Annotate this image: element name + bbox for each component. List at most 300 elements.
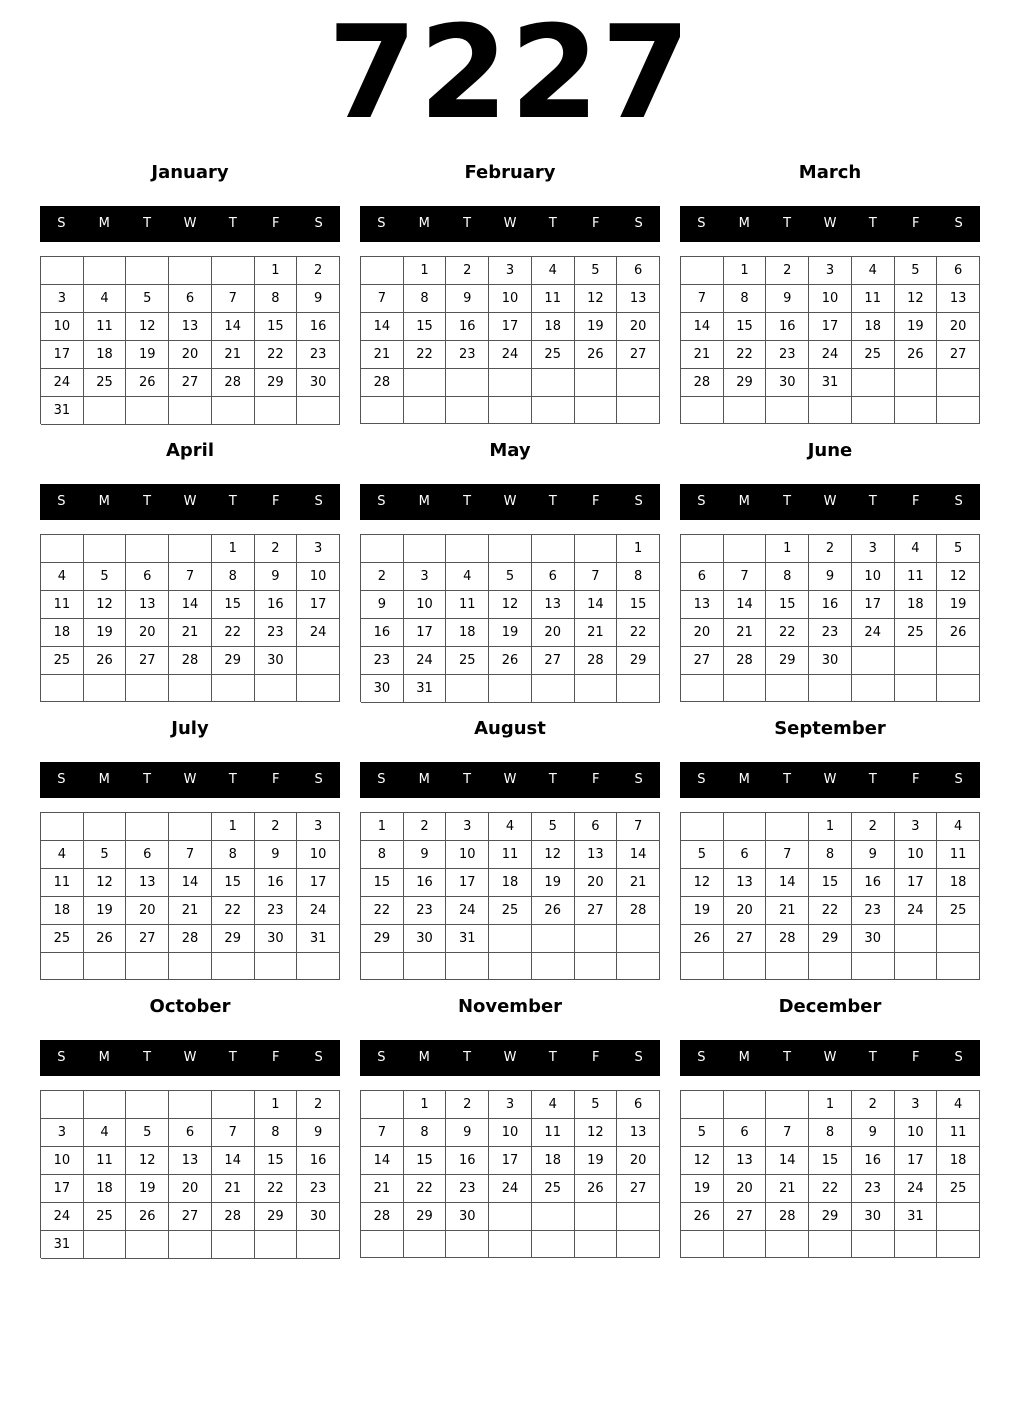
day-cell: 15 bbox=[212, 591, 255, 619]
day-cell: 1 bbox=[404, 1091, 447, 1119]
day-cell: 26 bbox=[84, 925, 127, 953]
day-cell: 6 bbox=[681, 563, 724, 591]
day-cell: 13 bbox=[724, 869, 767, 897]
day-cell: 29 bbox=[809, 925, 852, 953]
year-title: 7227 bbox=[327, 0, 693, 148]
day-cell: 13 bbox=[169, 313, 212, 341]
day-cell: 2 bbox=[446, 257, 489, 285]
empty-day-cell bbox=[446, 397, 489, 424]
empty-day-cell bbox=[255, 953, 298, 980]
day-cell: 5 bbox=[895, 257, 938, 285]
day-cell: 18 bbox=[446, 619, 489, 647]
day-cell: 5 bbox=[681, 841, 724, 869]
day-cell: 6 bbox=[532, 563, 575, 591]
weekday-label: S bbox=[377, 494, 386, 509]
empty-day-cell bbox=[895, 397, 938, 424]
day-cell: 24 bbox=[895, 1175, 938, 1203]
empty-day-cell bbox=[532, 1203, 575, 1231]
day-cell: 19 bbox=[532, 869, 575, 897]
day-cell: 13 bbox=[617, 1119, 660, 1147]
day-cell: 4 bbox=[41, 563, 84, 591]
day-cell: 2 bbox=[809, 535, 852, 563]
day-cell: 7 bbox=[766, 841, 809, 869]
day-cell: 1 bbox=[809, 1091, 852, 1119]
empty-day-cell bbox=[724, 953, 767, 980]
day-cell: 31 bbox=[404, 675, 447, 703]
weekday-label: S bbox=[634, 1050, 643, 1065]
month-name: April bbox=[165, 440, 215, 461]
day-cell: 15 bbox=[617, 591, 660, 619]
weekday-header bbox=[40, 762, 340, 798]
day-cell: 31 bbox=[895, 1203, 938, 1231]
empty-day-cell bbox=[852, 1231, 895, 1258]
day-cell: 4 bbox=[937, 1091, 980, 1119]
empty-day-cell bbox=[724, 397, 767, 424]
weekday-label: W bbox=[503, 216, 517, 231]
empty-day-cell bbox=[852, 397, 895, 424]
weekday-label: M bbox=[418, 772, 430, 787]
day-cell: 31 bbox=[41, 1231, 84, 1259]
weekday-label: S bbox=[634, 772, 643, 787]
weekday-label: F bbox=[911, 494, 920, 509]
month-name: August bbox=[474, 718, 546, 739]
weekday-label: M bbox=[98, 1050, 110, 1065]
empty-day-cell bbox=[297, 397, 340, 425]
day-cell: 17 bbox=[489, 313, 532, 341]
day-cell: 25 bbox=[852, 341, 895, 369]
day-cell: 26 bbox=[681, 925, 724, 953]
weekday-label: T bbox=[463, 494, 472, 509]
day-cell: 2 bbox=[297, 257, 340, 285]
day-cell: 21 bbox=[575, 619, 618, 647]
day-cell: 2 bbox=[297, 1091, 340, 1119]
weekday-label: T bbox=[783, 494, 792, 509]
empty-day-cell bbox=[41, 953, 84, 980]
empty-day-cell bbox=[361, 257, 404, 285]
weekday-label: M bbox=[98, 772, 110, 787]
empty-day-cell bbox=[617, 675, 660, 703]
empty-day-cell bbox=[937, 1231, 980, 1258]
day-cell: 8 bbox=[809, 1119, 852, 1147]
day-cell: 17 bbox=[41, 1175, 84, 1203]
day-cell: 8 bbox=[724, 285, 767, 313]
day-cell: 13 bbox=[575, 841, 618, 869]
empty-day-cell bbox=[212, 675, 255, 702]
day-cell: 20 bbox=[937, 313, 980, 341]
day-cell: 25 bbox=[937, 897, 980, 925]
day-cell: 4 bbox=[446, 563, 489, 591]
weekday-header bbox=[680, 1040, 980, 1076]
day-cell: 29 bbox=[724, 369, 767, 397]
day-cell: 13 bbox=[532, 591, 575, 619]
weekday-label: S bbox=[57, 216, 66, 231]
empty-day-cell bbox=[169, 535, 212, 563]
day-cell: 8 bbox=[255, 1119, 298, 1147]
day-cell: 30 bbox=[404, 925, 447, 953]
empty-day-cell bbox=[404, 397, 447, 424]
day-cell: 15 bbox=[809, 1147, 852, 1175]
empty-day-cell bbox=[404, 535, 447, 563]
empty-day-cell bbox=[297, 675, 340, 702]
day-cell: 12 bbox=[681, 869, 724, 897]
empty-day-cell bbox=[446, 369, 489, 397]
day-cell: 18 bbox=[852, 313, 895, 341]
weekday-label: W bbox=[823, 772, 837, 787]
day-cell: 30 bbox=[852, 1203, 895, 1231]
day-cell: 14 bbox=[575, 591, 618, 619]
day-cell: 15 bbox=[809, 869, 852, 897]
day-cell: 20 bbox=[575, 869, 618, 897]
day-cell: 1 bbox=[809, 813, 852, 841]
month-name: January bbox=[151, 162, 229, 183]
day-cell: 23 bbox=[361, 647, 404, 675]
day-grid bbox=[40, 256, 340, 424]
day-cell: 4 bbox=[84, 285, 127, 313]
day-cell: 16 bbox=[446, 1147, 489, 1175]
day-cell: 16 bbox=[809, 591, 852, 619]
day-cell: 24 bbox=[41, 369, 84, 397]
weekday-label: T bbox=[463, 216, 472, 231]
day-cell: 6 bbox=[169, 285, 212, 313]
day-cell: 14 bbox=[766, 869, 809, 897]
day-cell: 29 bbox=[255, 1203, 298, 1231]
day-cell: 29 bbox=[361, 925, 404, 953]
day-cell: 8 bbox=[212, 841, 255, 869]
day-cell: 8 bbox=[809, 841, 852, 869]
day-cell: 18 bbox=[84, 341, 127, 369]
day-grid bbox=[40, 812, 340, 980]
day-cell: 3 bbox=[489, 1091, 532, 1119]
day-cell: 15 bbox=[724, 313, 767, 341]
empty-day-cell bbox=[126, 397, 169, 425]
day-cell: 29 bbox=[617, 647, 660, 675]
empty-day-cell bbox=[255, 397, 298, 425]
weekday-label: T bbox=[228, 1050, 237, 1065]
weekday-header bbox=[40, 484, 340, 520]
day-cell: 15 bbox=[212, 869, 255, 897]
day-cell: 10 bbox=[489, 285, 532, 313]
weekday-label: S bbox=[314, 1050, 323, 1065]
day-cell: 3 bbox=[489, 257, 532, 285]
day-cell: 27 bbox=[617, 341, 660, 369]
empty-day-cell bbox=[41, 535, 84, 563]
day-cell: 7 bbox=[766, 1119, 809, 1147]
day-cell: 16 bbox=[255, 869, 298, 897]
day-cell: 27 bbox=[724, 925, 767, 953]
day-cell: 24 bbox=[446, 897, 489, 925]
weekday-header bbox=[360, 1040, 660, 1076]
day-cell: 12 bbox=[532, 841, 575, 869]
day-cell: 7 bbox=[212, 1119, 255, 1147]
day-grid bbox=[680, 256, 980, 424]
day-cell: 22 bbox=[255, 1175, 298, 1203]
day-cell: 2 bbox=[766, 257, 809, 285]
day-cell: 6 bbox=[126, 841, 169, 869]
day-cell: 25 bbox=[532, 1175, 575, 1203]
day-cell: 9 bbox=[446, 285, 489, 313]
day-cell: 11 bbox=[937, 841, 980, 869]
day-cell: 30 bbox=[297, 369, 340, 397]
day-cell: 11 bbox=[446, 591, 489, 619]
day-cell: 24 bbox=[404, 647, 447, 675]
day-cell: 25 bbox=[937, 1175, 980, 1203]
day-cell: 11 bbox=[895, 563, 938, 591]
empty-day-cell bbox=[532, 953, 575, 980]
weekday-label: T bbox=[228, 494, 237, 509]
day-cell: 7 bbox=[681, 285, 724, 313]
empty-day-cell bbox=[681, 675, 724, 702]
empty-day-cell bbox=[724, 675, 767, 702]
day-cell: 13 bbox=[126, 869, 169, 897]
empty-day-cell bbox=[766, 813, 809, 841]
day-cell: 20 bbox=[724, 897, 767, 925]
weekday-label: T bbox=[868, 494, 877, 509]
empty-day-cell bbox=[681, 1231, 724, 1258]
day-cell: 20 bbox=[126, 897, 169, 925]
day-cell: 20 bbox=[724, 1175, 767, 1203]
empty-day-cell bbox=[41, 257, 84, 285]
day-cell: 8 bbox=[766, 563, 809, 591]
day-cell: 12 bbox=[575, 285, 618, 313]
weekday-label: M bbox=[738, 494, 750, 509]
empty-day-cell bbox=[575, 953, 618, 980]
day-cell: 24 bbox=[41, 1203, 84, 1231]
weekday-label: S bbox=[634, 216, 643, 231]
empty-day-cell bbox=[212, 953, 255, 980]
day-cell: 27 bbox=[575, 897, 618, 925]
day-cell: 21 bbox=[617, 869, 660, 897]
day-cell: 14 bbox=[766, 1147, 809, 1175]
day-cell: 3 bbox=[404, 563, 447, 591]
weekday-label: S bbox=[377, 1050, 386, 1065]
day-cell: 1 bbox=[404, 257, 447, 285]
day-cell: 25 bbox=[532, 341, 575, 369]
day-cell: 21 bbox=[169, 619, 212, 647]
empty-day-cell bbox=[681, 397, 724, 424]
empty-day-cell bbox=[766, 675, 809, 702]
day-cell: 8 bbox=[361, 841, 404, 869]
day-cell: 24 bbox=[895, 897, 938, 925]
day-cell: 3 bbox=[297, 813, 340, 841]
empty-day-cell bbox=[532, 1231, 575, 1258]
weekday-label: F bbox=[271, 216, 280, 231]
day-cell: 31 bbox=[297, 925, 340, 953]
day-cell: 23 bbox=[446, 341, 489, 369]
day-grid bbox=[40, 534, 340, 702]
weekday-label: S bbox=[314, 494, 323, 509]
day-cell: 16 bbox=[852, 869, 895, 897]
day-cell: 1 bbox=[766, 535, 809, 563]
day-cell: 26 bbox=[126, 369, 169, 397]
day-cell: 11 bbox=[852, 285, 895, 313]
day-cell: 20 bbox=[169, 341, 212, 369]
day-cell: 4 bbox=[532, 257, 575, 285]
day-cell: 1 bbox=[361, 813, 404, 841]
empty-day-cell bbox=[617, 369, 660, 397]
day-cell: 22 bbox=[212, 619, 255, 647]
day-cell: 22 bbox=[404, 1175, 447, 1203]
empty-day-cell bbox=[41, 675, 84, 702]
weekday-label: F bbox=[911, 772, 920, 787]
weekday-label: F bbox=[591, 494, 600, 509]
empty-day-cell bbox=[126, 535, 169, 563]
empty-day-cell bbox=[297, 1231, 340, 1259]
day-cell: 11 bbox=[84, 313, 127, 341]
empty-day-cell bbox=[361, 535, 404, 563]
day-cell: 1 bbox=[617, 535, 660, 563]
day-cell: 26 bbox=[681, 1203, 724, 1231]
day-cell: 25 bbox=[489, 897, 532, 925]
day-cell: 22 bbox=[361, 897, 404, 925]
day-cell: 28 bbox=[361, 369, 404, 397]
day-cell: 14 bbox=[169, 869, 212, 897]
empty-day-cell bbox=[446, 953, 489, 980]
weekday-label: W bbox=[823, 1050, 837, 1065]
empty-day-cell bbox=[895, 1231, 938, 1258]
weekday-label: W bbox=[183, 216, 197, 231]
day-cell: 2 bbox=[404, 813, 447, 841]
day-cell: 11 bbox=[84, 1147, 127, 1175]
empty-day-cell bbox=[809, 953, 852, 980]
day-cell: 4 bbox=[895, 535, 938, 563]
weekday-label: T bbox=[868, 216, 877, 231]
day-cell: 12 bbox=[681, 1147, 724, 1175]
day-cell: 7 bbox=[617, 813, 660, 841]
empty-day-cell bbox=[446, 675, 489, 703]
empty-day-cell bbox=[766, 397, 809, 424]
day-cell: 19 bbox=[575, 1147, 618, 1175]
day-cell: 30 bbox=[255, 647, 298, 675]
weekday-label: S bbox=[634, 494, 643, 509]
day-cell: 14 bbox=[361, 1147, 404, 1175]
day-cell: 9 bbox=[297, 285, 340, 313]
day-cell: 27 bbox=[532, 647, 575, 675]
day-cell: 23 bbox=[297, 341, 340, 369]
month-name: June bbox=[807, 440, 853, 461]
day-cell: 17 bbox=[895, 1147, 938, 1175]
day-cell: 7 bbox=[575, 563, 618, 591]
empty-day-cell bbox=[724, 1231, 767, 1258]
day-cell: 13 bbox=[937, 285, 980, 313]
day-grid bbox=[360, 534, 660, 702]
day-cell: 18 bbox=[937, 869, 980, 897]
day-cell: 4 bbox=[937, 813, 980, 841]
day-cell: 14 bbox=[724, 591, 767, 619]
day-cell: 2 bbox=[361, 563, 404, 591]
day-cell: 10 bbox=[895, 841, 938, 869]
empty-day-cell bbox=[361, 953, 404, 980]
weekday-label: T bbox=[548, 494, 557, 509]
empty-day-cell bbox=[532, 925, 575, 953]
day-cell: 28 bbox=[169, 647, 212, 675]
empty-day-cell bbox=[169, 397, 212, 425]
empty-day-cell bbox=[84, 535, 127, 563]
weekday-label: M bbox=[98, 494, 110, 509]
day-cell: 5 bbox=[681, 1119, 724, 1147]
day-cell: 21 bbox=[361, 341, 404, 369]
empty-day-cell bbox=[532, 397, 575, 424]
day-cell: 3 bbox=[895, 1091, 938, 1119]
empty-day-cell bbox=[766, 1091, 809, 1119]
day-cell: 10 bbox=[809, 285, 852, 313]
day-cell: 5 bbox=[532, 813, 575, 841]
weekday-header bbox=[360, 484, 660, 520]
empty-day-cell bbox=[126, 813, 169, 841]
weekday-label: F bbox=[591, 1050, 600, 1065]
weekday-label: S bbox=[954, 494, 963, 509]
day-cell: 11 bbox=[532, 285, 575, 313]
day-cell: 15 bbox=[766, 591, 809, 619]
day-cell: 26 bbox=[489, 647, 532, 675]
day-cell: 9 bbox=[255, 563, 298, 591]
empty-day-cell bbox=[575, 369, 618, 397]
empty-day-cell bbox=[126, 1231, 169, 1259]
day-cell: 29 bbox=[212, 925, 255, 953]
day-cell: 17 bbox=[852, 591, 895, 619]
weekday-label: S bbox=[697, 494, 706, 509]
empty-day-cell bbox=[297, 647, 340, 675]
weekday-label: W bbox=[823, 494, 837, 509]
day-cell: 8 bbox=[404, 1119, 447, 1147]
day-cell: 2 bbox=[852, 1091, 895, 1119]
day-cell: 23 bbox=[255, 619, 298, 647]
empty-day-cell bbox=[852, 953, 895, 980]
day-cell: 20 bbox=[617, 313, 660, 341]
day-cell: 20 bbox=[617, 1147, 660, 1175]
day-cell: 17 bbox=[404, 619, 447, 647]
weekday-header bbox=[680, 484, 980, 520]
month-name: October bbox=[149, 996, 231, 1017]
empty-day-cell bbox=[489, 925, 532, 953]
day-cell: 10 bbox=[404, 591, 447, 619]
day-cell: 10 bbox=[852, 563, 895, 591]
empty-day-cell bbox=[681, 257, 724, 285]
weekday-label: F bbox=[911, 216, 920, 231]
weekday-label: S bbox=[57, 494, 66, 509]
day-cell: 26 bbox=[575, 1175, 618, 1203]
day-cell: 18 bbox=[41, 619, 84, 647]
weekday-label: M bbox=[738, 216, 750, 231]
day-cell: 30 bbox=[446, 1203, 489, 1231]
day-cell: 19 bbox=[489, 619, 532, 647]
day-cell: 14 bbox=[169, 591, 212, 619]
empty-day-cell bbox=[297, 953, 340, 980]
day-cell: 23 bbox=[446, 1175, 489, 1203]
empty-day-cell bbox=[681, 813, 724, 841]
empty-day-cell bbox=[489, 1231, 532, 1258]
day-cell: 10 bbox=[297, 563, 340, 591]
day-cell: 14 bbox=[212, 1147, 255, 1175]
day-cell: 23 bbox=[809, 619, 852, 647]
weekday-label: S bbox=[314, 216, 323, 231]
day-cell: 4 bbox=[852, 257, 895, 285]
weekday-label: M bbox=[738, 1050, 750, 1065]
empty-day-cell bbox=[724, 813, 767, 841]
day-cell: 23 bbox=[766, 341, 809, 369]
weekday-label: S bbox=[954, 772, 963, 787]
weekday-header bbox=[40, 1040, 340, 1076]
empty-day-cell bbox=[84, 675, 127, 702]
weekday-label: S bbox=[377, 772, 386, 787]
day-cell: 4 bbox=[532, 1091, 575, 1119]
day-cell: 19 bbox=[126, 1175, 169, 1203]
day-cell: 28 bbox=[212, 1203, 255, 1231]
weekday-header bbox=[680, 206, 980, 242]
weekday-label: S bbox=[697, 1050, 706, 1065]
day-cell: 19 bbox=[126, 341, 169, 369]
day-cell: 5 bbox=[937, 535, 980, 563]
weekday-label: F bbox=[911, 1050, 920, 1065]
